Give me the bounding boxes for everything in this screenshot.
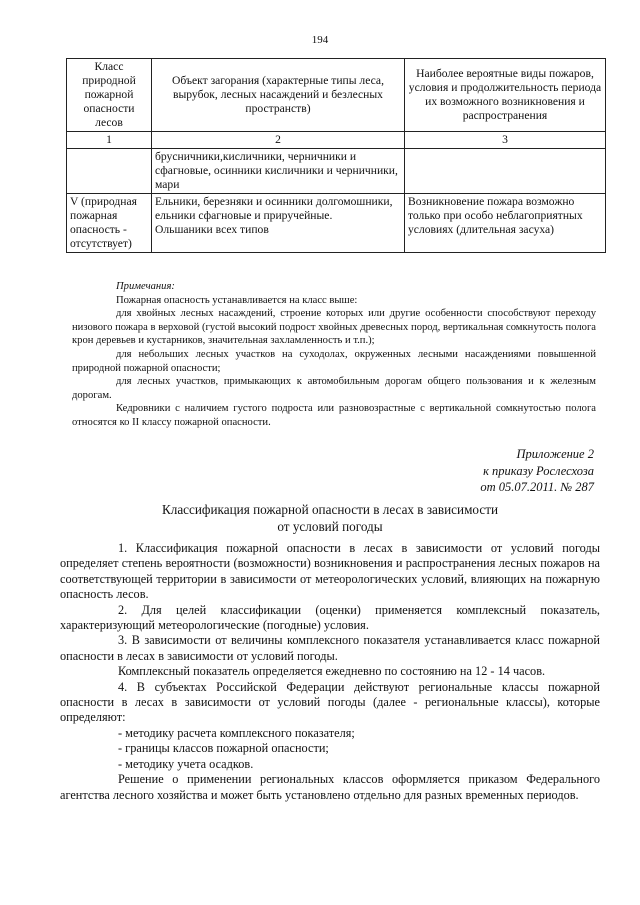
page-number: 194 — [311, 34, 329, 46]
paragraph: 1. Классификация пожарной опасности в лесах в зависимости от условий погоды определяет степень вероятности (возможности) возникновения и распространения лесных пожаров на соответствующей территории в зависимости от метеорологических условий, влияющих на пожарную опасность лесов. — [60, 541, 600, 602]
table-row — [67, 149, 606, 194]
appendix-line: к приказу Рослесхоза — [483, 463, 594, 478]
list-item: - методику расчета комплексного показателя; — [118, 725, 355, 740]
class-v-cell: V (природная пожарная опасность - отсутствует) — [67, 194, 152, 253]
notes-section — [72, 280, 596, 430]
column-numbers-row — [67, 132, 606, 149]
note-item: для лесных участков, примыкающих к автомобильным дорогам общего пользования и к железным дорогам. — [72, 376, 596, 401]
column-number: 2 — [152, 132, 405, 149]
title-line: Классификация пожарной опасности в лесах в зависимости — [161, 502, 499, 517]
list-item: - методику учета осадков. — [118, 756, 254, 771]
appendix-line: Приложение 2 — [516, 447, 594, 461]
header-fires: Наиболее вероятные виды пожаров, условия и продолжительность периода их возможного возникновения и распространения — [405, 59, 606, 132]
paragraph: 2. Для целей классификации (оценки) применяется комплексный показатель, характеризующий метеорологические (погодные) условия. — [60, 602, 600, 633]
column-number: 1 — [67, 132, 152, 149]
fire-danger-table — [66, 58, 606, 253]
class-v-object-line: Ельники, березняки и осинники долгомошники, ельники сфагновые и приручейные. — [155, 195, 393, 222]
header-class: Класс природной пожарной опасности лесов — [67, 59, 152, 132]
column-number: 3 — [405, 132, 606, 149]
list-item: - границы классов пожарной опасности; — [118, 741, 329, 756]
table-row-class-v — [67, 194, 606, 253]
title-line: от условий погоды — [277, 519, 383, 534]
table-header-row — [67, 59, 606, 132]
appendix-reference — [480, 446, 594, 496]
paragraph: 3. В зависимости от величины комплексного показателя устанавливается класс пожарной опасности в лесах в зависимости от условий погоды. — [60, 633, 600, 663]
class-v-objects — [152, 194, 405, 253]
body-text — [60, 541, 600, 803]
class-v-fires: Возникновение пожара возможно только при особо неблагоприятных условиях (длительная засуха) — [405, 194, 606, 253]
note-item: Кедровники с наличием густого подроста или разновозрастные с вертикальной сомкнутостью полога относятся ко II классу пожарной опасности. — [72, 403, 596, 428]
paragraph: 4. В субъектах Российской Федерации действуют региональные классы пожарной опасности в лесах в зависимости от условий погоды (далее - региональные классы), которые определяют: — [60, 679, 600, 725]
appendix-line: от 05.07.2011. № 287 — [480, 480, 594, 494]
paragraph: Комплексный показатель определяется ежедневно по состоянию на 12 - 14 часов. — [118, 664, 546, 679]
continuation-object: брусничники,кисличники, черничники и сфагновые, осинники кисличники и черничники, мари — [152, 149, 405, 194]
document-title — [60, 501, 600, 535]
notes-title: Примечания: — [116, 281, 175, 292]
note-item: Пожарная опасность устанавливается на класс выше: — [116, 294, 358, 306]
paragraph: Решение о применении региональных классов оформляется приказом Федерального агентства лесного хозяйства и может быть установлено отдельно для разных временных периодов. — [60, 772, 600, 802]
note-item: для небольших лесных участков на суходолах, окруженных лесными насаждениями повышенной природной пожарной опасности; — [72, 348, 596, 374]
class-v-object-line: Ольшаники всех типов — [155, 223, 269, 236]
header-object: Объект загорания (характерные типы леса, вырубок, лесных насаждений и безлесных пространств) — [152, 59, 405, 132]
note-item: для хвойных лесных насаждений, строение которых или другие особенности способствуют переходу низового пожара в верховой (густой высокий подрост хвойных древесных пород, вертикальная сомкнутость полога крон деревьев и кустарников, значительная захламленность и т.п.); — [72, 308, 596, 347]
